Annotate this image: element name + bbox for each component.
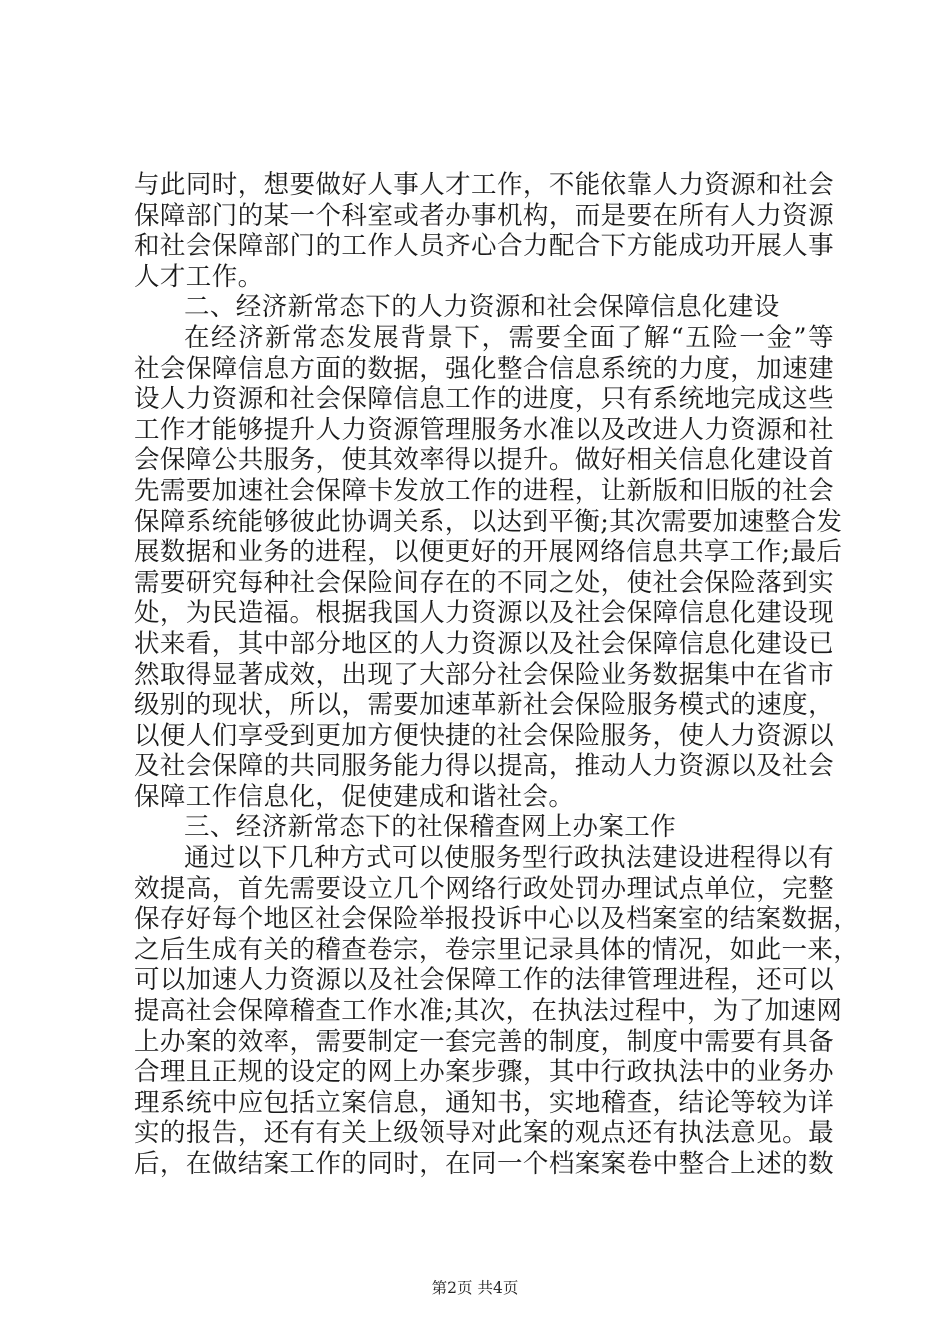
text-line: 以便人们享受到更加方便快捷的社会保险服务，使人力资源以 [134, 720, 834, 751]
text-line: 之后生成有关的稽查卷宗，卷宗里记录具体的情况，如此一来， [134, 934, 860, 965]
section-heading: 三、经济新常态下的社保稽查网上办案工作 [184, 812, 677, 843]
text-line: 和社会保障部门的工作人员齐心合力配合下方能成功开展人事 [134, 231, 834, 262]
text-line: 可以加速人力资源以及社会保障工作的法律管理进程，还可以 [134, 965, 834, 996]
text-line: 上办案的效率，需要制定一套完善的制度，制度中需要有具备 [134, 1026, 834, 1057]
text-line: 保障系统能够彼此协调关系，以达到平衡;其次需要加速整合发 [134, 506, 843, 537]
page-footer [0, 1278, 950, 1298]
text-line: 先需要加速社会保障卡发放工作的进程，让新版和旧版的社会 [134, 475, 834, 506]
text-line: 在经济新常态发展背景下，需要全面了解“五险一金”等 [184, 322, 834, 353]
text-line: 与此同时，想要做好人事人才工作，不能依靠人力资源和社会 [134, 170, 834, 200]
page-number-label: 第2页 共4页 [431, 1279, 519, 1297]
text-line: 状来看，其中部分地区的人力资源以及社会保障信息化建设已 [134, 628, 834, 659]
document-body [134, 170, 860, 1180]
text-line: 理系统中应包括立案信息，通知书，实地稽查，结论等较为详 [134, 1087, 834, 1118]
text-line: 级别的现状，所以，需要加速革新社会保险服务模式的速度， [134, 690, 834, 721]
text-line: 然取得显著成效，出现了大部分社会保险业务数据集中在省市 [134, 659, 834, 690]
text-line: 实的报告，还有有关上级领导对此案的观点还有执法意见。最 [134, 1118, 834, 1149]
text-line: 保障工作信息化，促使建成和谐社会。 [134, 781, 575, 812]
text-line: 提高社会保障稽查工作水准;其次，在执法过程中，为了加速网 [134, 996, 843, 1027]
section-heading: 二、经济新常态下的人力资源和社会保障信息化建设 [184, 292, 780, 323]
text-line: 人才工作。 [134, 261, 264, 292]
text-line: 保障部门的某一个科室或者办事机构，而是要在所有人力资源 [134, 200, 834, 231]
text-line: 处，为民造福。根据我国人力资源以及社会保障信息化建设现 [134, 598, 834, 629]
text-line: 及社会保障的共同服务能力得以提高，推动人力资源以及社会 [134, 751, 834, 782]
text-line: 工作才能够提升人力资源管理服务水准以及改进人力资源和社 [134, 414, 834, 445]
text-line: 社会保障信息方面的数据，强化整合信息系统的力度，加速建 [134, 353, 834, 384]
text-line: 展数据和业务的进程，以便更好的开展网络信息共享工作;最后 [134, 537, 843, 568]
text-line: 通过以下几种方式可以使服务型行政执法建设进程得以有 [184, 843, 834, 874]
text-line: 保存好每个地区社会保险举报投诉中心以及档案室的结案数据， [134, 904, 860, 935]
text-line: 后，在做结案工作的同时，在同一个档案案卷中整合上述的数 [134, 1149, 834, 1179]
text-line: 需要研究每种社会保险间存在的不同之处，使社会保险落到实 [134, 567, 834, 598]
text-line: 效提高，首先需要设立几个网络行政处罚办理试点单位，完整 [134, 873, 834, 904]
text-line: 会保障公共服务，使其效率得以提升。做好相关信息化建设首 [134, 445, 834, 476]
text-line: 合理且正规的设定的网上办案步骤，其中行政执法中的业务办 [134, 1057, 834, 1088]
text-line: 设人力资源和社会保障信息工作的进度，只有系统地完成这些 [134, 384, 834, 415]
